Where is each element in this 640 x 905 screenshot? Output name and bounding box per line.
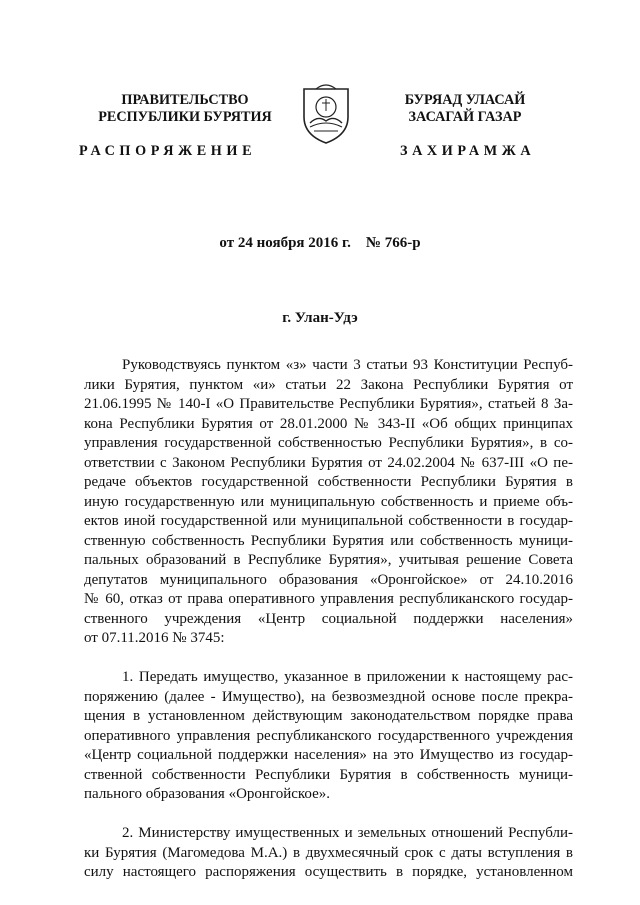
paragraph-item-1 xyxy=(84,668,573,805)
header-right-line: ЗАСАГАЙ ГАЗАР xyxy=(408,109,522,125)
text-line: 1. Передать имущество, указанное в приложении к настоящему рас- xyxy=(122,669,573,685)
text-line: от 07.11.2016 № 3745: xyxy=(84,630,225,646)
text-line: ственной собственности Республики Бурятия в собственность муници- xyxy=(84,766,573,783)
header-right-line: БУРЯАД УЛАСАЙ xyxy=(404,92,526,108)
text-line: управления государственной собственностью Республики Бурятия», в со- xyxy=(84,435,573,451)
header-left-line: ПРАВИТЕЛЬСТВО xyxy=(121,92,249,108)
date-and-number: от 24 ноября 2016 г. № 766-р xyxy=(219,235,421,251)
text-line: пального образования «Оронгойское». xyxy=(84,786,331,802)
text-line: силу настоящего распоряжения осуществить в порядке, установленном xyxy=(84,864,573,880)
text-line: 21.06.1995 № 140-I «О Правительстве Республики Бурятия», статьей 8 За- xyxy=(84,396,573,412)
text-line: пальных образований в Республике Бурятия», учитывая решение Совета xyxy=(84,552,573,568)
text-line: Руководствуясь пунктом «з» части 3 статьи 93 Конституции Респуб- xyxy=(122,357,573,373)
text-line: ответствии с Законом Республики Бурятия от 24.02.2004 № 637-III «О пе- xyxy=(84,454,573,471)
header-left-line: РЕСПУБЛИКИ БУРЯТИЯ xyxy=(98,109,272,125)
text-line: ственную собственность Республики Бурятия или собственность муници- xyxy=(84,532,573,549)
coat-of-arms-icon xyxy=(300,83,352,145)
text-line: лики Бурятия, пунктом «и» статьи 22 Закона Республики Бурятия от xyxy=(84,376,573,393)
text-line: иную государственную или муниципальную собственность и приеме объ- xyxy=(84,493,573,510)
doc-type-russian: РАСПОРЯЖЕНИЕ xyxy=(79,143,257,159)
doc-type-buryat: ЗАХИРАМЖА xyxy=(400,143,536,159)
text-line: депутатов муниципального образования «Оронгойское» от 24.10.2016 xyxy=(84,571,573,588)
text-line: 2. Министерству имущественных и земельных отношений Республи- xyxy=(122,825,573,841)
document-body xyxy=(84,356,573,902)
text-line: № 60, отказ от права оперативного управления республиканского государ- xyxy=(84,591,573,607)
text-line: ственного учреждения «Центр социальной поддержки населения» xyxy=(84,610,573,627)
text-line: редаче объектов государственной собственности Республики Бурятия в xyxy=(84,474,573,490)
paragraph-item-2 xyxy=(84,824,573,883)
text-line: ки Бурятия (Магомедова М.А.) в двухмесячный срок с даты вступления в xyxy=(84,844,573,861)
text-line: кона Республики Бурятия от 28.01.2000 № 343-II «Об общих принципах xyxy=(84,415,573,432)
header-right-block xyxy=(360,92,570,126)
text-line: щения в установленном действующим законодательством порядке права xyxy=(84,708,573,724)
paragraph-preamble xyxy=(84,356,573,649)
text-line: поряжению (далее - Имущество), на безвозмездной основе после прекра- xyxy=(84,688,573,705)
place-of-issue: г. Улан-Удэ xyxy=(282,310,358,326)
text-line: ектов иной государственной или муниципальной собственности в государ- xyxy=(84,513,573,529)
text-line: оперативного управления республиканского государственного учреждения xyxy=(84,727,573,744)
header-left-block xyxy=(80,92,290,126)
text-line: «Центр социальной поддержки населения» на это Имущество из государ- xyxy=(84,747,573,763)
